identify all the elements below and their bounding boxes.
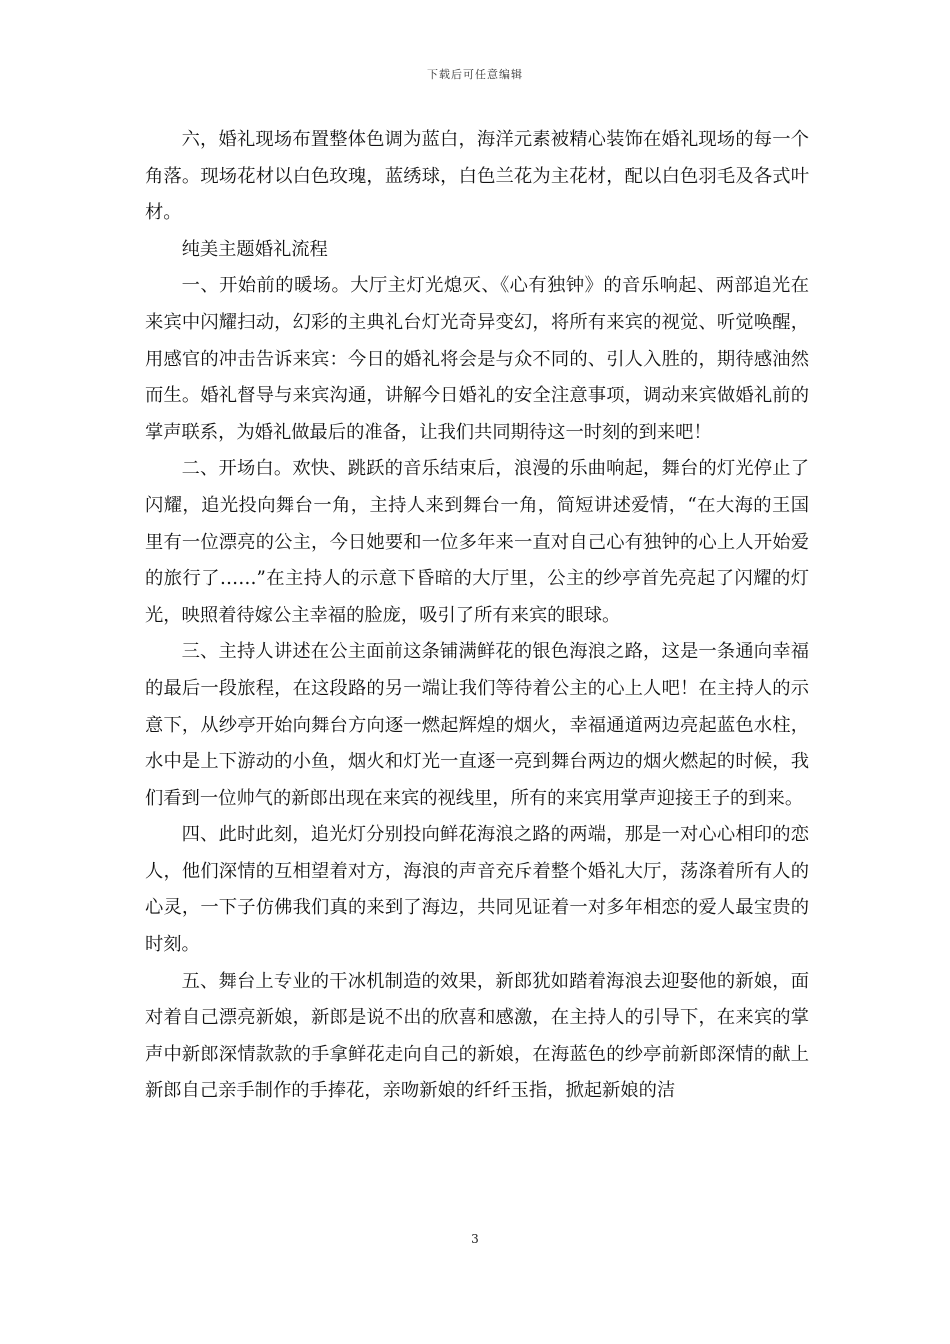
paragraph-decoration: 六，婚礼现场布置整体色调为蓝白，海洋元素被精心装饰在婚礼现场的每一个角落。现场花材以白色玫瑰，蓝绣球，白色兰花为主花材，配以白色羽毛及各式叶材。 [145,129,809,224]
paragraph-host-narration: 三、主持人讲述在公主面前这条铺满鲜花的银色海浪之路，这是一条通向幸福的最后一段旅程，在这段路的另一端让我们等待着公主的心上人吧！在主持人的示意下，从纱亭开始向舞台方向逐一燃起辉煌的烟火，幸福通道两边亮起蓝色水柱，水中是上下游动的小鱼，烟火和灯光一直逐一亮到舞台两边的烟火燃起的时候，我们看到一位帅气的新郎出现在来宾的视线里，所有的来宾用掌声迎接王子的到来。 [145,641,809,809]
page-header: 下载后可任意编辑 [427,68,523,81]
paragraph-groom-entrance: 五、舞台上专业的干冰机制造的效果，新郎犹如踏着海浪去迎娶他的新娘，面对着自己漂亮新娘，新郎是说不出的欣喜和感激，在主持人的引导下，在来宾的掌声中新郎深情款款的手拿鲜花走向自己的新娘，在海蓝色的纱亭前新郎深情的献上新郎自己亲手制作的手捧花，亲吻新娘的纤纤玉指，掀起新娘的洁 [145,970,809,1102]
paragraph-warmup: 一、开始前的暖场。大厅主灯光熄灭、《心有独钟》的音乐响起、两部追光在来宾中闪耀扫动，幻彩的主典礼台灯光奇异变幻，将所有来宾的视觉、听觉唤醒，用感官的冲击告诉来宾：今日的婚礼将会是与众不同的、引人入胜的，期待感油然而生。婚礼督导与来宾沟通，讲解今日婚礼的安全注意事项，调动来宾做婚礼前的掌声联系，为婚礼做最后的准备，让我们共同期待这一时刻的到来吧！ [145,275,809,443]
paragraph-spotlight: 四、此时此刻，追光灯分别投向鲜花海浪之路的两端，那是一对心心相印的恋人，他们深情的互相望着对方，海浪的声音充斥着整个婚礼大厅，荡涤着所有人的心灵，一下子仿佛我们真的来到了海边，共同见证着一对多年相恋的爱人最宝贵的时刻。 [145,824,809,956]
page-number: 3 [471,1232,479,1246]
section-heading: 纯美主题婚礼流程 [181,238,328,260]
paragraph-opening: 二、开场白。欢快、跳跃的音乐结束后，浪漫的乐曲响起，舞台的灯光停止了闪耀，追光投向舞台一角，主持人来到舞台一角，简短讲述爱情，“在大海的王国里有一位漂亮的公主，今日她要和一位多年来一直对自己心有独钟的心上人开始爱的旅行了……”在主持人的示意下昏暗的大厅里，公主的纱亭首先亮起了闪耀的灯光，映照着待嫁公主幸福的脸庞，吸引了所有来宾的眼球。 [145,458,809,626]
document-body [145,122,809,1110]
